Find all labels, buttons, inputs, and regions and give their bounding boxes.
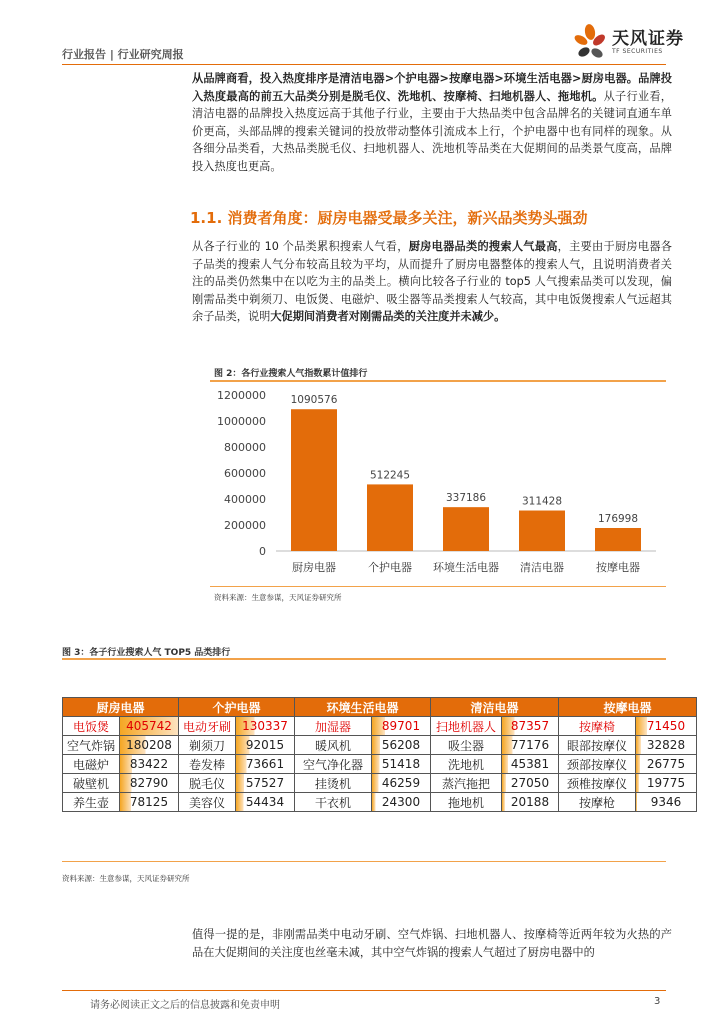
header-label: 行业报告 | 行业研究周报 xyxy=(62,48,184,61)
search-value-cell: 78125 xyxy=(120,793,179,812)
search-value-cell: 73661 xyxy=(236,755,295,774)
bar xyxy=(291,409,337,551)
search-value-cell: 46259 xyxy=(372,774,431,793)
search-value-cell: 9346 xyxy=(636,793,697,812)
category-name-cell: 挂烫机 xyxy=(295,774,372,793)
search-value-cell: 130337 xyxy=(236,717,295,736)
category-name-cell: 养生壶 xyxy=(63,793,120,812)
search-value-cell: 51418 xyxy=(372,755,431,774)
category-name-cell: 卷发棒 xyxy=(179,755,236,774)
table-column-header: 厨房电器 xyxy=(63,698,179,717)
closing-paragraph: 值得一提的是，非刚需品类中电动牙刷、空气炸锅、扫地机器人、按摩椅等近两年较为火热的产品在大促期间的关注度也丝毫未减，其中空气炸锅的搜索人气超过了厨房电器中的 xyxy=(192,928,672,959)
y-tick-label: 600000 xyxy=(224,467,266,480)
category-name-cell: 拖地机 xyxy=(431,793,502,812)
section-text-a: 从各子行业的 10 个品类累积搜索人气看， xyxy=(192,240,409,253)
brand-name-en: TF SECURITIES xyxy=(612,48,663,55)
table-column-header: 清洁电器 xyxy=(431,698,559,717)
category-name-cell: 空气净化器 xyxy=(295,755,372,774)
x-tick-label: 厨房电器 xyxy=(292,561,336,574)
x-tick-label: 清洁电器 xyxy=(520,561,564,574)
y-tick-label: 800000 xyxy=(224,441,266,454)
category-name-cell: 脱毛仪 xyxy=(179,774,236,793)
header-rule xyxy=(62,64,666,65)
search-value-cell: 20188 xyxy=(502,793,559,812)
category-name-cell: 剃须刀 xyxy=(179,736,236,755)
page-number: 3 xyxy=(654,996,661,1007)
intro-body: 从子行业看，清洁电器的品牌投入热度远高于其他子行业，主要由于大热品类中包含品牌名的关键词直通车单价更高，头部品牌的搜索关键词的投放带动整体引流成本上行，个护电器中也有同样的现象。从各细分品类看，大热品类脱毛仪、扫地机器人、洗地机等品类在大促期间的品类景气度高，品牌投入热度也更高。 xyxy=(192,89,672,173)
table-column-header: 个护电器 xyxy=(179,698,295,717)
table-row xyxy=(63,774,697,793)
search-value-cell: 24300 xyxy=(372,793,431,812)
search-value-cell: 180208 xyxy=(120,736,179,755)
category-name-cell: 扫地机器人 xyxy=(431,717,502,736)
category-name-cell: 吸尘器 xyxy=(431,736,502,755)
figure3-source: 资料来源：生意参谋，天风证券研究所 xyxy=(62,874,190,883)
category-name-cell: 空气炸锅 xyxy=(63,736,120,755)
table-column-header: 环境生活电器 xyxy=(295,698,431,717)
ranking-table xyxy=(62,697,697,812)
search-value-cell: 19775 xyxy=(636,774,697,793)
category-name-cell: 电磁炉 xyxy=(63,755,120,774)
section-text-bold-end: 大促期间消费者对刚需品类的关注度并未减少。 xyxy=(270,310,506,323)
x-tick-label: 个护电器 xyxy=(368,561,412,574)
table-row xyxy=(63,736,697,755)
search-value-cell: 54434 xyxy=(236,793,295,812)
category-name-cell: 颈椎按摩仪 xyxy=(559,774,636,793)
y-tick-label: 1200000 xyxy=(217,389,266,402)
table-row xyxy=(63,793,697,812)
section-text-bold: 厨房电器品类的搜索人气最高 xyxy=(408,240,558,253)
figure2-source: 资料来源：生意参谋，天风证券研究所 xyxy=(214,593,342,602)
category-name-cell: 眼部按摩仪 xyxy=(559,736,636,755)
category-name-cell: 破壁机 xyxy=(63,774,120,793)
section-text-c: ，主要由于厨房电器各子品类的搜索人气分布较高且较为平均，从而提升了厨房电器整体的搜索人气，且说明消费者关注的品类仍然集中在以吃为主的品类上。横向比较各子行业的 top5 人气搜索品类可以发现，偏刚需品类中剃须刀、电饭煲、电磁炉、吸尘器等品类搜索人气较高，其中电饭煲搜索人气远超其余子品类，说明 xyxy=(192,240,672,323)
bar-value-label: 337186 xyxy=(445,492,487,505)
intro-paragraph xyxy=(192,70,672,175)
bar xyxy=(595,528,641,551)
bar-chart xyxy=(210,383,666,583)
footer-rule xyxy=(62,990,666,991)
bar xyxy=(367,484,413,551)
figure3-top-rule xyxy=(62,658,666,660)
brand-name: 天风证券 xyxy=(612,29,684,49)
search-value-cell: 83422 xyxy=(120,755,179,774)
category-name-cell: 洗地机 xyxy=(431,755,502,774)
footer-disclaimer: 请务必阅读正文之后的信息披露和免责申明 xyxy=(90,1000,280,1011)
petal-logo-icon xyxy=(573,23,607,59)
figure3-title: 图 3：各子行业搜索人气 TOP5 品类排行 xyxy=(62,648,231,658)
tf-securities-logo xyxy=(572,22,612,64)
category-name-cell: 电饭煲 xyxy=(63,717,120,736)
search-value-cell: 45381 xyxy=(502,755,559,774)
table-row xyxy=(63,717,697,736)
section-paragraph xyxy=(192,238,672,326)
bar xyxy=(443,507,489,551)
category-name-cell: 按摩椅 xyxy=(559,717,636,736)
category-name-cell: 加湿器 xyxy=(295,717,372,736)
category-name-cell: 蒸汽拖把 xyxy=(431,774,502,793)
y-tick-label: 400000 xyxy=(224,493,266,506)
search-value-cell: 71450 xyxy=(636,717,697,736)
intro-bold: 从品牌商看，投入热度排序是清洁电器>个护电器>按摩电器>环境生活电器>厨房电器。品牌投入热度最高的前五大品类分别是脱毛仪、洗地机、按摩椅、扫地机器人、拖地机。 xyxy=(192,72,672,103)
table-row xyxy=(63,755,697,774)
search-value-cell: 82790 xyxy=(120,774,179,793)
category-name-cell: 暖风机 xyxy=(295,736,372,755)
search-value-cell: 56208 xyxy=(372,736,431,755)
figure2-title: 图 2：各行业搜索人气指数累计值排行 xyxy=(214,369,368,379)
category-name-cell: 电动牙刷 xyxy=(179,717,236,736)
y-tick-label: 0 xyxy=(259,545,266,558)
bar xyxy=(519,511,565,551)
y-tick-label: 1000000 xyxy=(217,415,266,428)
figure2-bottom-rule xyxy=(210,586,666,587)
search-value-cell: 87357 xyxy=(502,717,559,736)
search-value-cell: 57527 xyxy=(236,774,295,793)
search-value-cell: 77176 xyxy=(502,736,559,755)
x-tick-label: 按摩电器 xyxy=(596,561,640,574)
bar-value-label: 1090576 xyxy=(290,394,338,407)
search-value-cell: 405742 xyxy=(120,717,179,736)
search-value-cell: 27050 xyxy=(502,774,559,793)
category-name-cell: 颈部按摩仪 xyxy=(559,755,636,774)
bar-value-label: 512245 xyxy=(369,469,411,482)
category-name-cell: 美容仪 xyxy=(179,793,236,812)
search-value-cell: 26775 xyxy=(636,755,697,774)
figure2-top-rule xyxy=(210,380,666,382)
bar-value-label: 311428 xyxy=(521,495,563,508)
x-tick-label: 环境生活电器 xyxy=(433,561,499,574)
table-column-header: 按摩电器 xyxy=(559,698,697,717)
category-name-cell: 按摩枪 xyxy=(559,793,636,812)
y-tick-label: 200000 xyxy=(224,519,266,532)
figure3-bottom-rule xyxy=(62,861,666,862)
search-value-cell: 32828 xyxy=(636,736,697,755)
search-value-cell: 92015 xyxy=(236,736,295,755)
category-name-cell: 干衣机 xyxy=(295,793,372,812)
section-title: 1.1. 消费者角度：厨房电器受最多关注，新兴品类势头强劲 xyxy=(190,209,588,227)
search-value-cell: 89701 xyxy=(372,717,431,736)
bar-value-label: 176998 xyxy=(597,512,639,525)
